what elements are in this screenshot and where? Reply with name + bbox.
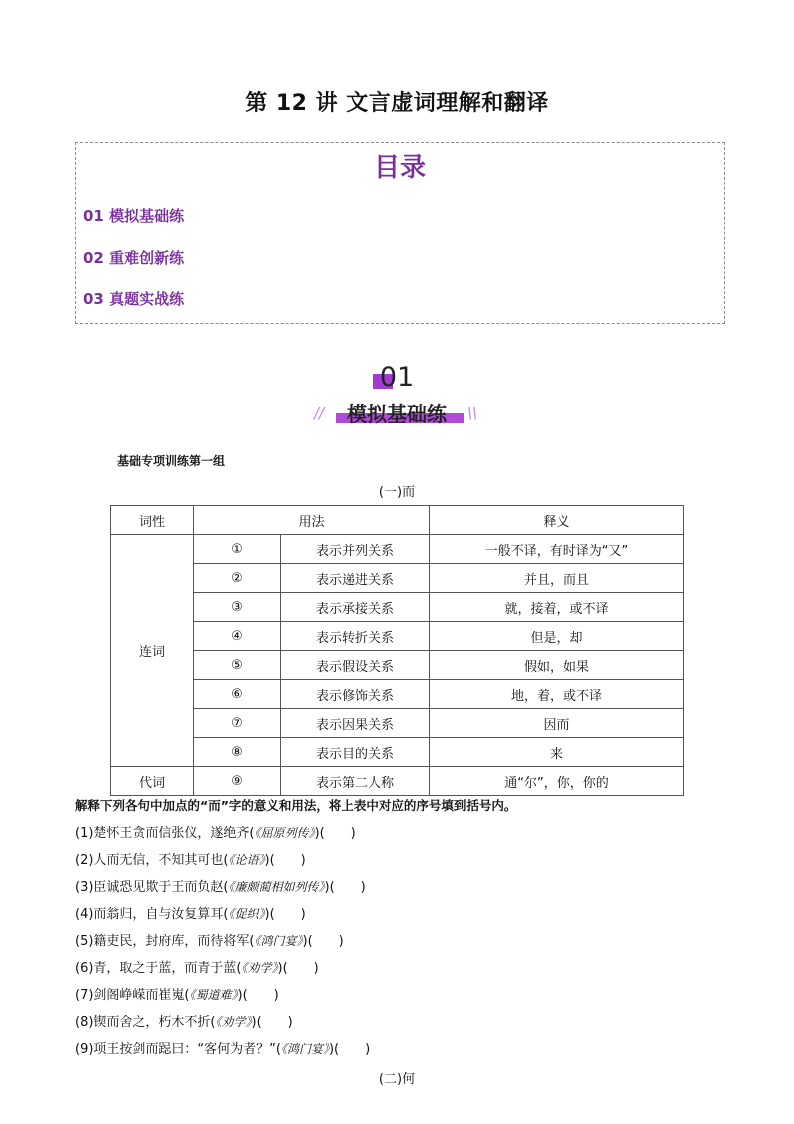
question-source: 《廉颇蔺相如列传》 [228, 880, 325, 894]
table-row [111, 651, 684, 680]
row-number: ② [194, 564, 281, 593]
header-meaning: 释义 [430, 506, 684, 535]
question-item [75, 822, 356, 841]
question-source: 《论语》 [228, 853, 265, 867]
answer-blank[interactable]: )( ) [264, 907, 306, 922]
row-usage: 表示承接关系 [281, 593, 430, 622]
row-meaning: 来 [430, 738, 684, 767]
row-number: ⑥ [194, 680, 281, 709]
question-item [75, 930, 344, 949]
row-number: ⑦ [194, 709, 281, 738]
row-meaning: 但是，却 [430, 622, 684, 651]
question-source: 《屈原列传》 [254, 826, 315, 840]
section-header [300, 360, 494, 434]
table-row [111, 564, 684, 593]
question-source: 《蜀道难》 [189, 988, 238, 1002]
group-title: 基础专项训练第一组 [117, 454, 226, 468]
row-number: ⑤ [194, 651, 281, 680]
table-row [111, 680, 684, 709]
table-header-row [111, 506, 684, 535]
section-title: 模拟基础练 [347, 402, 447, 426]
row-usage: 表示递进关系 [281, 564, 430, 593]
usage-table [110, 505, 684, 796]
row-meaning: 因而 [430, 709, 684, 738]
row-usage: 表示目的关系 [281, 738, 430, 767]
table-caption: (一)而 [378, 485, 416, 500]
row-usage: 表示修饰关系 [281, 680, 430, 709]
answer-blank[interactable]: )( ) [314, 826, 356, 841]
question-item [75, 1038, 370, 1057]
row-meaning: 地，着，或不译 [430, 680, 684, 709]
row-usage: 表示转折关系 [281, 622, 430, 651]
question-text: (6)青，取之于蓝，而青于蓝( [75, 961, 242, 976]
question-item [75, 903, 306, 922]
question-text: (3)臣诚恐见欺于王而负赵( [75, 880, 229, 895]
row-meaning: 就，接着，或不译 [430, 593, 684, 622]
row-usage: 表示第二人称 [281, 767, 430, 796]
question-source: 《劝学》 [215, 1015, 252, 1029]
row-number: ⑨ [194, 767, 281, 796]
toc-item-2[interactable]: 02 重难创新练 [83, 249, 185, 267]
row-number: ③ [194, 593, 281, 622]
answer-blank[interactable]: )( ) [264, 853, 306, 868]
question-text: (5)籍吏民，封府库，而待将军( [75, 934, 255, 949]
row-usage: 表示并列关系 [281, 535, 430, 564]
right-slash-decoration: \\ [467, 404, 478, 422]
toc-box [75, 142, 725, 324]
table-row [111, 593, 684, 622]
question-text: (8)锲而舍之，朽木不折( [75, 1015, 216, 1030]
toc-item-1[interactable]: 01 模拟基础练 [83, 207, 185, 225]
question-item [75, 957, 319, 976]
page-title: 第 12 讲 文言虚词理解和翻译 [245, 91, 549, 116]
question-source: 《鸿门宴》 [254, 934, 303, 948]
table-row [111, 738, 684, 767]
row-usage: 表示因果关系 [281, 709, 430, 738]
question-text: (2)人而无信，不知其可也( [75, 853, 229, 868]
next-table-caption: (二)何 [378, 1072, 416, 1087]
row-number: ① [194, 535, 281, 564]
question-source: 《鸿门宴》 [280, 1042, 329, 1056]
left-slash-decoration: // [314, 404, 325, 422]
question-source: 《劝学》 [241, 961, 278, 975]
header-pos: 词性 [111, 506, 194, 535]
pos-pronoun: 代词 [111, 767, 194, 796]
pos-conjunction: 连词 [111, 535, 194, 767]
row-number: ⑧ [194, 738, 281, 767]
section-number: 01 [379, 362, 415, 393]
toc-item-3[interactable]: 03 真题实战练 [83, 290, 185, 308]
question-text: (4)而翁归，自与汝复算耳( [75, 907, 229, 922]
row-meaning: 假如，如果 [430, 651, 684, 680]
table-row [111, 622, 684, 651]
row-meaning: 并且，而且 [430, 564, 684, 593]
question-text: (9)项王按剑而跽曰：“客何为者？”( [75, 1042, 281, 1057]
question-item [75, 1011, 293, 1030]
question-text: (7)剑阁峥嵘而崔嵬( [75, 988, 190, 1003]
row-meaning: 通“尔”，你，你的 [430, 767, 684, 796]
table-row [111, 709, 684, 738]
question-source: 《促织》 [228, 907, 265, 921]
answer-blank[interactable]: )( ) [324, 880, 366, 895]
row-number: ④ [194, 622, 281, 651]
answer-blank[interactable]: )( ) [251, 1015, 293, 1030]
header-usage: 用法 [194, 506, 430, 535]
question-text: (1)楚怀王贪而信张仪，遂绝齐( [75, 826, 255, 841]
instructions: 解释下列各句中加点的“而”字的意义和用法，将上表中对应的序号填到括号内。 [75, 798, 517, 813]
question-item [75, 876, 366, 895]
row-meaning: 一般不译，有时译为“又” [430, 535, 684, 564]
answer-blank[interactable]: )( ) [302, 934, 344, 949]
row-usage: 表示假设关系 [281, 651, 430, 680]
toc-heading: 目录 [373, 153, 426, 183]
table-row [111, 535, 684, 564]
question-item [75, 984, 279, 1003]
table-row [111, 767, 684, 796]
answer-blank[interactable]: )( ) [328, 1042, 371, 1057]
question-item [75, 849, 306, 868]
answer-blank[interactable]: )( ) [237, 988, 279, 1003]
answer-blank[interactable]: )( ) [277, 961, 319, 976]
